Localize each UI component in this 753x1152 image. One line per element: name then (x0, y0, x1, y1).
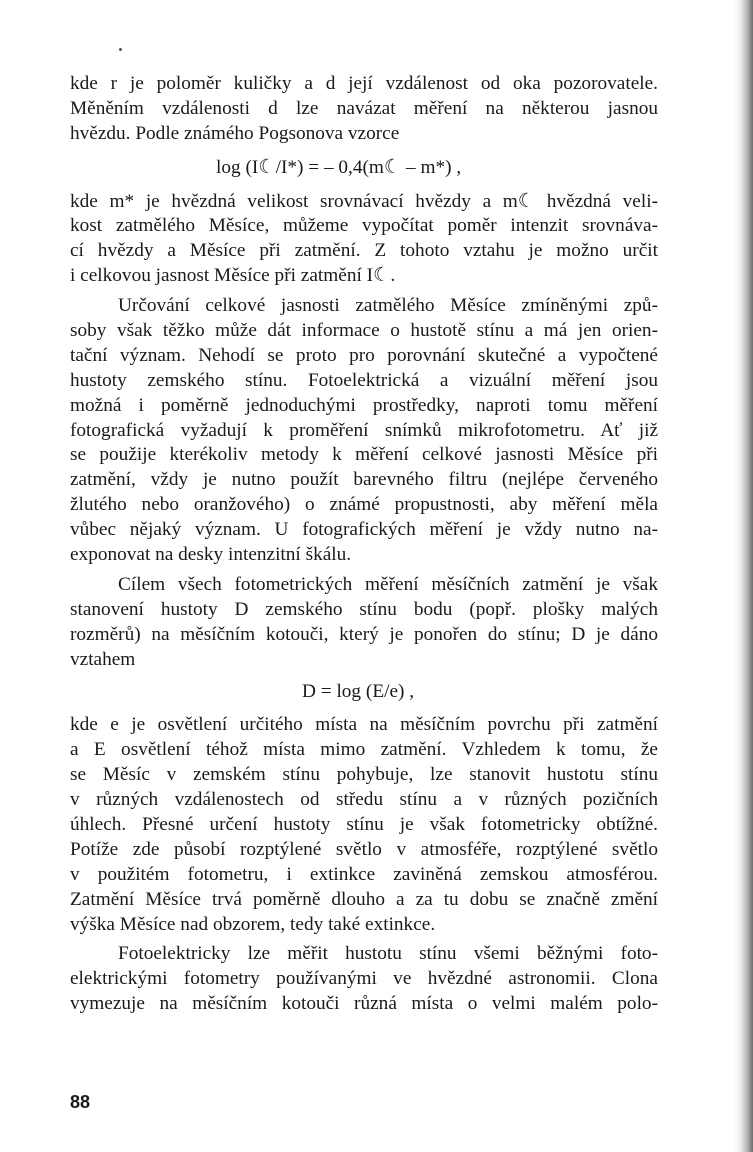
text-line: zatmění, vždy je nutno použít barevného filtru (nejlépe červeného (70, 469, 658, 491)
text-line: kde r je poloměr kuličky a d její vzdálenost od oka pozorovatele. (70, 73, 658, 94)
text-line: kde e je osvětlení určitého místa na měsíčním povrchu při zatmění (70, 714, 658, 736)
text-line: fotografická vyžadují k proměření snímků mikrofotometru. Ať již (70, 419, 658, 441)
text-line: se Měsíc v zemském stínu pohybuje, lze stanovit hustotu stínu (70, 764, 658, 786)
text-line: žlutého nebo oranžového) o známé propustnosti, aby měření měla (70, 494, 658, 516)
text-line: hustoty zemského stínu. Fotoelektrická a vizuální měření jsou (70, 369, 658, 391)
page-number: 88 (70, 1092, 91, 1112)
text-line: kde m* je hvězdná velikost srovnávací hvězdy a m☾ hvězdná veli- (70, 190, 658, 212)
text-line: úhlech. Přesné určení hustoty stínu je však fotometricky obtížné. (70, 813, 658, 835)
pogson-equation: log (I☾/I*) = – 0,4(m☾ – m*) , (216, 156, 462, 178)
text-line: i celkovou jasnost Měsíce při zatmění I☾. (70, 265, 396, 287)
text-line: Cílem všech fotometrických měření měsíčních zatmění je však (118, 573, 658, 595)
text-line: kost zatmělého Měsíce, můžeme vypočítat poměr intenzit srovnáva- (70, 215, 658, 237)
text-line: rozměrů) na měsíčním kotouči, který je ponořen do stínu; D je dáno (70, 623, 658, 645)
text-line: Fotoelektricky lze měřit hustotu stínu všemi běžnými foto- (118, 943, 658, 965)
text-line: vymezuje na měsíčním kotouči různá místa o velmi malém polo- (70, 993, 658, 1015)
text-line: v použitém fotometru, i extinkce zaviněná zemskou atmosférou. (70, 863, 658, 885)
page-edge-shadow (733, 0, 753, 1152)
text-line: Měněním vzdálenosti d lze navázat měření na některou jasnou (70, 97, 658, 119)
text-line: se použije kterékoliv metody k měření celkové jasnosti Měsíce při (70, 444, 658, 466)
text-line: soby však těžko může dát informace o hustotě stínu a má jen orien- (70, 320, 658, 342)
text-line: možná i poměrně jednoduchými prostředky, naproti tomu měření (70, 394, 658, 416)
body-text (70, 72, 658, 1017)
text-line: tační význam. Nehodí se proto pro porovnání skutečné a vypočtené (70, 344, 658, 366)
density-equation: D = log (E/e) , (302, 681, 415, 703)
text-line: stanovení hustoty D zemského stínu bodu (popř. plošky malých (70, 598, 658, 620)
print-speck (119, 48, 122, 51)
text-line: v různých vzdálenostech od středu stínu a v různých pozičních (70, 789, 658, 811)
text-line: vůbec nějaký význam. U fotografických měření je vždy nutno na- (70, 519, 658, 541)
text-line: hvězdu. Podle známého Pogsonova vzorce (70, 122, 400, 144)
text-line: Zatmění Měsíce trvá poměrně dlouho a za tu dobu se značně změní (70, 888, 658, 910)
text-line: Potíže zde působí rozptýlené světlo v atmosféře, rozptýlené světlo (70, 838, 658, 860)
text-line: vztahem (70, 648, 136, 670)
text-line: cí hvězdy a Měsíce při zatmění. Z tohoto vztahu je možno určit (70, 240, 658, 262)
text-line: a E osvětlení téhož místa mimo zatmění. Vzhledem k tomu, že (70, 739, 658, 761)
text-line: elektrickými fotometry používanými ve hvězdné astronomii. Clona (70, 968, 658, 990)
text-line: výška Měsíce nad obzorem, tedy také extinkce. (70, 913, 436, 935)
text-line: exponovat na desky intenzitní škálu. (70, 544, 352, 566)
text-line: Určování celkové jasnosti zatmělého Měsíce zmíněnými způ- (118, 295, 658, 317)
